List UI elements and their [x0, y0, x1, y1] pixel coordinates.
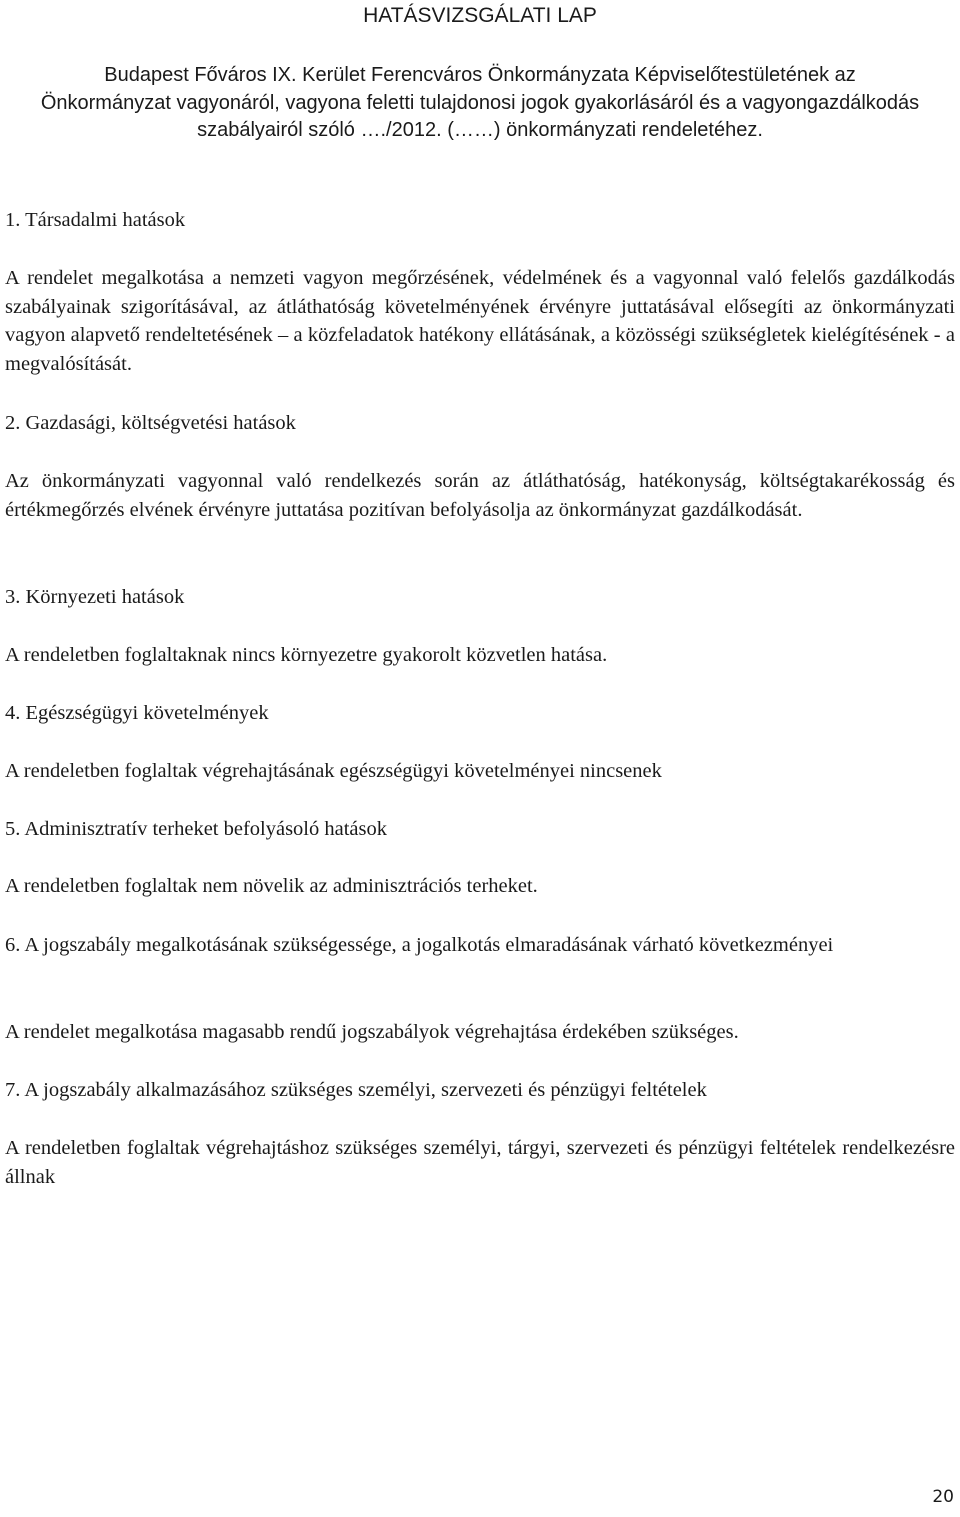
section-6-body: A rendelet megalkotása magasabb rendű jogszabályok végrehajtása érdekében szükséges.	[5, 1021, 739, 1043]
section-4-heading: 4. Egészségügyi követelmények	[5, 702, 269, 724]
section-5-body: A rendeletben foglaltak nem növelik az adminisztrációs terheket.	[5, 875, 538, 897]
document-title: HATÁSVIZSGÁLATI LAP	[363, 4, 597, 27]
section-1-body: A rendelet megalkotása a nemzeti vagyon megőrzésének, védelmének és a vagyonnal való felelős gazdálkodás szabályainak szigorításával, az átláthatóság követelményének érvényre juttatásával elősegíti az önkormányzati vagyon alapvető rendeltetésének – a közfeladatok hatékony ellátásának, a közösségi szükségletek kielégítésének - a megvalósítását.	[5, 267, 955, 375]
section-5-heading: 5. Adminisztratív terheket befolyásoló hatások	[5, 818, 388, 840]
section-4-body: A rendeletben foglaltak végrehajtásának egészségügyi követelményei nincsenek	[5, 760, 662, 782]
section-3-body: A rendeletben foglaltaknak nincs környezetre gyakorolt közvetlen hatása.	[5, 644, 608, 666]
section-2-heading: 2. Gazdasági, költségvetési hatások	[5, 412, 296, 434]
document-intro: Budapest Főváros IX. Kerület Ferencváros Önkormányzata Képviselőtestületének az Önkormányzat vagyonáról, vagyona feletti tulajdonosi jogok gyakorlásáról és a vagyongazdálkodás szabályairól szóló …./2012. (……) önkormányzati rendeletéhez.	[40, 64, 920, 141]
section-1-heading: 1. Társadalmi hatások	[5, 209, 186, 231]
section-7-body: A rendeletben foglaltak végrehajtáshoz szükséges személyi, tárgyi, szervezeti és pénzügyi feltételek rendelkezésre állnak	[5, 1137, 955, 1188]
page-number: 20	[932, 1487, 954, 1507]
section-3-heading: 3. Környezeti hatások	[5, 586, 185, 608]
section-7-heading: 7. A jogszabály alkalmazásához szükséges személyi, szervezeti és pénzügyi feltételek	[5, 1079, 707, 1101]
section-2-body: Az önkormányzati vagyonnal való rendelkezés során az átláthatóság, hatékonyság, költségtakarékosság és értékmegőrzés elvének érvényre juttatása pozitívan befolyásolja az önkormányzat gazdálkodását.	[5, 470, 955, 521]
section-6-heading: 6. A jogszabály megalkotásának szükségessége, a jogalkotás elmaradásának várható következményei	[5, 934, 834, 956]
